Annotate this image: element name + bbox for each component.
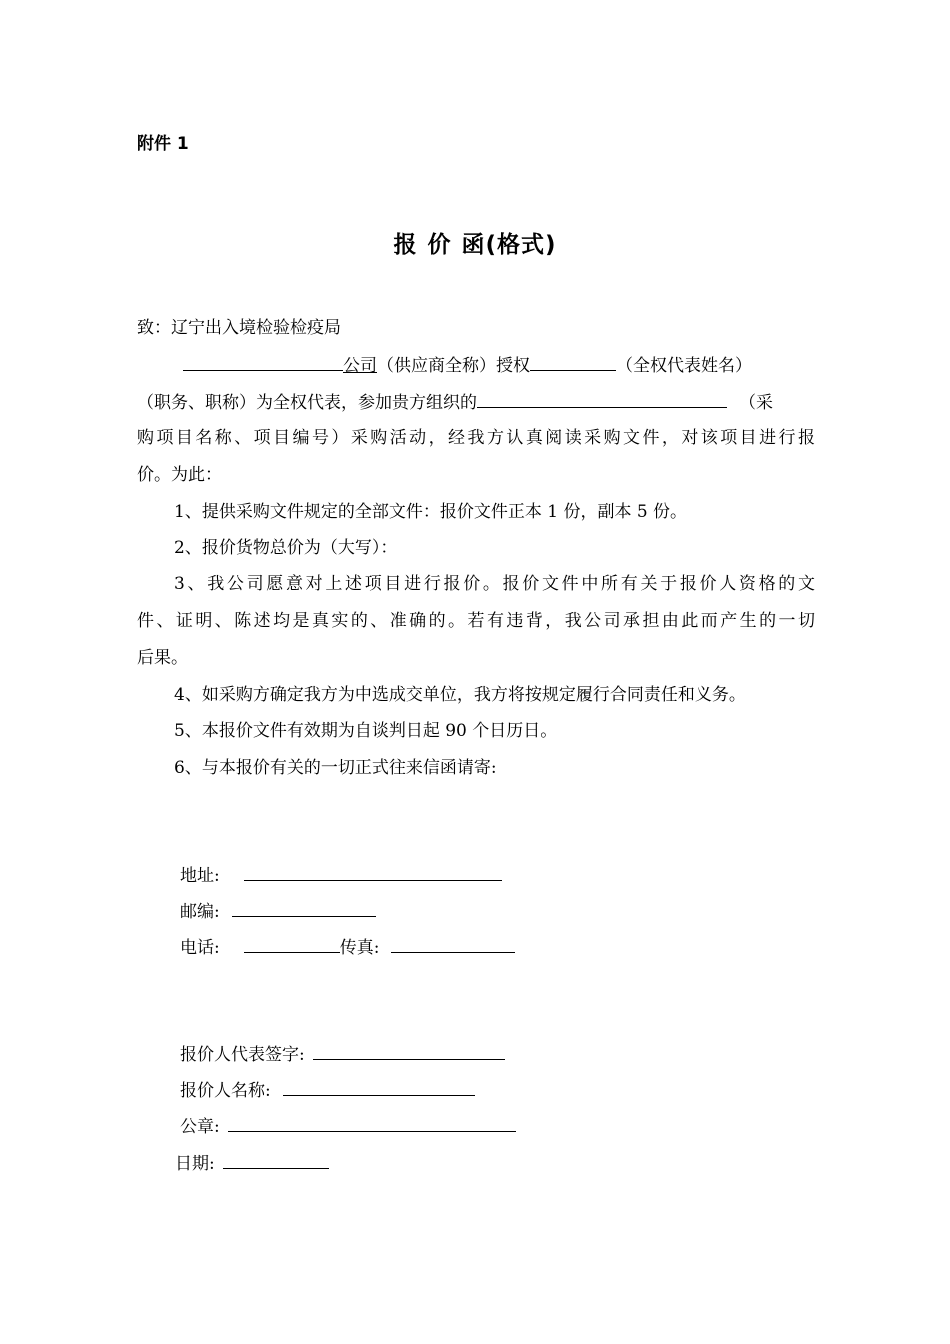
seal-label: 公章:: [180, 1117, 220, 1137]
intro-l2-end: （采: [739, 393, 773, 413]
item-4: 4、如采购方确定我方为中选成交单位，我方将按规定履行合同责任和义务。: [174, 685, 746, 705]
item-2: 2、报价货物总价为（大写）：: [174, 538, 398, 558]
rep-sign-row: [180, 1042, 505, 1066]
fax-label: 传真:: [339, 938, 380, 958]
intro-l1-mid: （供应商全称）授权: [377, 356, 530, 376]
item-5: 5、本报价文件有效期为自谈判日起 90 个日历日。: [174, 721, 558, 741]
fax-blank[interactable]: [391, 935, 515, 953]
item-3-line-2: 件、证明、陈述均是真实的、准确的。若有违背，我公司承担由此而产生的一切: [137, 611, 815, 631]
page-title: [0, 226, 950, 259]
seal-blank[interactable]: [228, 1114, 516, 1132]
attachment-label: 附件 1: [137, 134, 189, 154]
company-word: 公司: [343, 356, 377, 376]
bidder-name-blank[interactable]: [283, 1078, 475, 1096]
title-part-1: 报: [393, 232, 418, 258]
date-row: [175, 1151, 329, 1175]
postcode-row: [180, 899, 376, 923]
representative-name-blank[interactable]: [530, 353, 616, 371]
intro-line-3: 购项目名称、项目编号）采购活动，经我方认真阅读采购文件，对该项目进行报: [137, 428, 815, 448]
intro-line-1: [183, 353, 752, 377]
intro-l2-start: （职务、职称）为全权代表，参加贵方组织的: [137, 393, 477, 413]
intro-line-4: 价。为此：: [137, 465, 222, 485]
postcode-label: 邮编:: [180, 902, 220, 922]
bidder-name-label: 报价人名称:: [180, 1081, 271, 1101]
date-label: 日期:: [175, 1154, 215, 1174]
item-3-line-1: 3、我公司愿意对上述项目进行报价。报价文件中所有关于报价人资格的文: [174, 574, 815, 594]
address-blank[interactable]: [244, 863, 502, 881]
seal-row: [180, 1114, 516, 1138]
phone-blank[interactable]: [244, 935, 340, 953]
item-6: 6、与本报价有关的一切正式往来信函请寄:: [174, 758, 497, 778]
supplier-name-blank[interactable]: [183, 353, 343, 371]
phone-label: 电话:: [180, 938, 220, 958]
intro-l1-end: （全权代表姓名）: [616, 356, 752, 376]
recipient-line: 致：辽宁出入境检验检疫局: [137, 318, 341, 338]
rep-sign-blank[interactable]: [313, 1042, 505, 1060]
address-row: [180, 863, 502, 887]
title-part-3: 函(格式): [461, 232, 557, 258]
phone-fax-row: [180, 935, 515, 959]
title-part-2: 价: [427, 232, 452, 258]
date-blank[interactable]: [223, 1151, 329, 1169]
postcode-blank[interactable]: [232, 899, 376, 917]
address-label: 地址:: [180, 866, 220, 886]
project-name-blank[interactable]: [477, 390, 727, 408]
bidder-name-row: [180, 1078, 475, 1102]
item-3-line-3: 后果。: [137, 648, 188, 668]
intro-line-2: [137, 390, 773, 414]
rep-sign-label: 报价人代表签字:: [180, 1045, 305, 1065]
item-1: 1、提供采购文件规定的全部文件：报价文件正本 1 份，副本 5 份。: [174, 502, 688, 522]
